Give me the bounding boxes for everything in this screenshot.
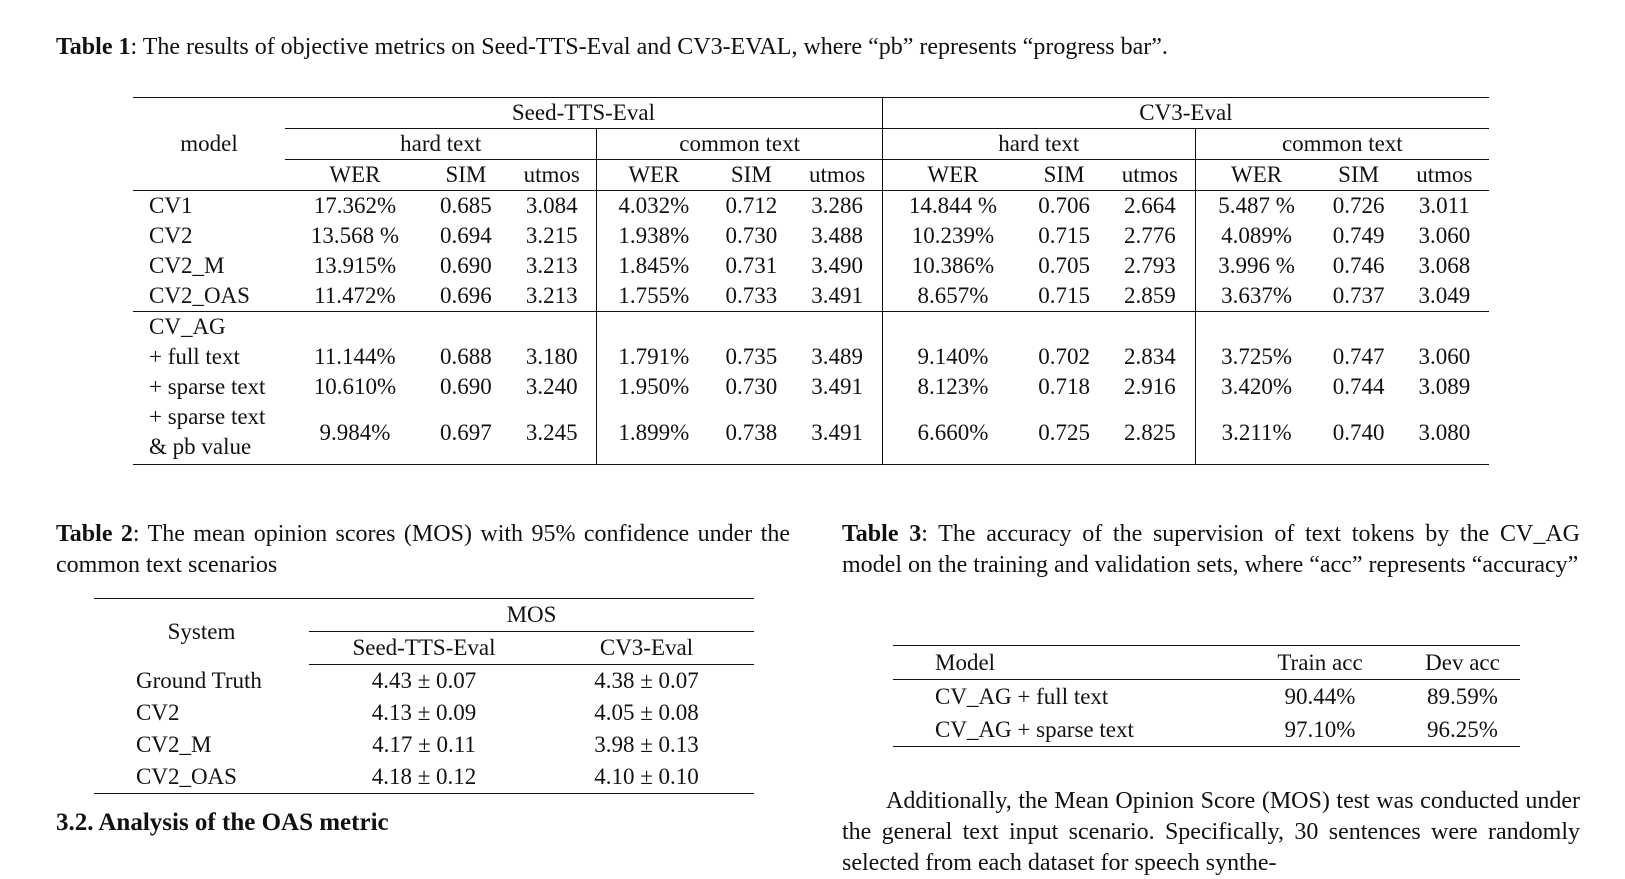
t1-cell: 0.738 bbox=[725, 420, 778, 445]
t1-cell: 2.793 bbox=[1105, 251, 1195, 281]
t1-cell: 0.712 bbox=[710, 191, 792, 222]
t1-cell: 13.915% bbox=[313, 253, 397, 278]
t1-cell: 3.488 bbox=[792, 221, 882, 251]
t1-cell: 4.032% bbox=[597, 191, 710, 222]
t1-row-model: CV2 bbox=[149, 223, 193, 248]
table2 bbox=[94, 598, 754, 794]
t1-cell: 3.211% bbox=[1221, 420, 1292, 445]
t1-seed-hard: hard text bbox=[285, 129, 597, 160]
t1-group-cv3: CV3-Eval bbox=[882, 98, 1489, 129]
table3-caption-label: Table 3 bbox=[842, 521, 922, 547]
section-heading: 3.2. Analysis of the OAS metric bbox=[56, 809, 389, 836]
t1-col-sim: SIM bbox=[1043, 162, 1085, 187]
table1-caption bbox=[56, 32, 1168, 63]
t1-cell: 0.726 bbox=[1318, 191, 1400, 222]
t3-col-model: Model bbox=[893, 646, 1235, 680]
t1-cell: 10.386% bbox=[911, 253, 995, 278]
t1-cv3-common: common text bbox=[1195, 129, 1489, 160]
table-row bbox=[133, 372, 1489, 402]
table-row bbox=[893, 680, 1520, 714]
t3-col-dev: Dev acc bbox=[1405, 646, 1520, 680]
t1-seed-common: common text bbox=[597, 129, 882, 160]
t1-ag-label: CV_AG bbox=[133, 312, 285, 343]
t2-cell: 4.43 ± 0.07 bbox=[371, 668, 477, 693]
table2-caption bbox=[56, 519, 790, 581]
t2-cell: 3.98 ± 0.13 bbox=[594, 732, 699, 757]
t1-cell: 3.491 bbox=[792, 402, 882, 465]
table1-caption-text: : The results of objective metrics on Seed-TTS-Eval and CV3-EVAL, where “pb” represents “progress bar”. bbox=[130, 34, 1168, 60]
t1-cell: 2.825 bbox=[1105, 402, 1195, 465]
t1-row-model: CV2_OAS bbox=[149, 283, 250, 308]
t1-cell: 6.660% bbox=[917, 420, 989, 445]
t1-cell: 0.694 bbox=[440, 223, 492, 248]
t1-cell: 11.472% bbox=[314, 283, 396, 308]
t2-system: CV2_M bbox=[136, 732, 212, 757]
t1-cell: 3.491 bbox=[792, 281, 882, 312]
t1-cell: 1.845% bbox=[618, 253, 690, 278]
t3-model: CV_AG + sparse text bbox=[935, 717, 1134, 742]
table-row bbox=[133, 191, 1489, 222]
t1-cell: 10.610% bbox=[313, 374, 397, 399]
t1-cell: 3.213 bbox=[507, 251, 597, 281]
t1-cell: 10.239% bbox=[911, 223, 995, 248]
t3-col-train: Train acc bbox=[1235, 646, 1405, 680]
t1-cell: 3.060 bbox=[1418, 223, 1471, 248]
t2-cell: 4.17 ± 0.11 bbox=[372, 732, 476, 757]
t1-model-header: model bbox=[180, 131, 238, 156]
t1-cell: 0.737 bbox=[1332, 283, 1385, 308]
t3-cell: 97.10% bbox=[1284, 717, 1356, 742]
t1-cell: 1.755% bbox=[618, 283, 690, 308]
table3-caption bbox=[842, 519, 1580, 581]
t1-col-sim: SIM bbox=[730, 162, 772, 187]
t2-system: CV2 bbox=[136, 700, 180, 725]
t1-cell: 2.776 bbox=[1105, 221, 1195, 251]
t1-cell: 3.491 bbox=[792, 372, 882, 402]
t1-cell: 0.733 bbox=[725, 283, 778, 308]
t1-last-model-line2: & pb value bbox=[149, 434, 252, 459]
t2-cell: 4.38 ± 0.07 bbox=[594, 668, 699, 693]
t1-cell: 0.715 bbox=[1038, 223, 1090, 248]
t1-row-model: CV2_M bbox=[149, 253, 225, 278]
table-row bbox=[893, 713, 1520, 747]
t1-cell: 0.747 bbox=[1332, 344, 1385, 369]
table2-caption-label: Table 2 bbox=[56, 521, 133, 547]
t2-col-seed: Seed-TTS-Eval bbox=[309, 632, 539, 665]
t1-cell: 0.702 bbox=[1038, 344, 1090, 369]
t1-cell: 1.791% bbox=[618, 344, 690, 369]
table-row bbox=[133, 402, 1489, 465]
t1-col-sim: SIM bbox=[1338, 162, 1380, 187]
table1-caption-label: Table 1 bbox=[56, 34, 131, 60]
t1-row-model: + full text bbox=[149, 344, 240, 369]
t1-col-wer: WER bbox=[927, 162, 979, 187]
table3 bbox=[893, 645, 1520, 747]
t1-cell: 3.637% bbox=[1221, 283, 1293, 308]
table-row bbox=[94, 697, 754, 729]
t1-last-model-line1: + sparse text bbox=[149, 404, 266, 429]
t2-cell: 4.05 ± 0.08 bbox=[594, 700, 699, 725]
t1-cell: 4.089% bbox=[1221, 223, 1293, 248]
t1-cell: 9.984% bbox=[319, 420, 391, 445]
t1-cell: 0.744 bbox=[1332, 374, 1385, 399]
t2-cell: 4.18 ± 0.12 bbox=[371, 764, 477, 789]
t1-cell: 3.080 bbox=[1418, 420, 1471, 445]
t1-cell: 3.286 bbox=[792, 191, 882, 222]
t1-cell: 0.730 bbox=[725, 374, 778, 399]
table-row bbox=[94, 761, 754, 794]
t1-cell: 2.859 bbox=[1105, 281, 1195, 312]
table-row bbox=[133, 281, 1489, 312]
t1-col-utmos: utmos bbox=[507, 160, 597, 191]
t1-cell: 1.899% bbox=[618, 420, 690, 445]
t1-cell: 3.996 % bbox=[1218, 253, 1295, 278]
t1-cell: 3.213 bbox=[507, 281, 597, 312]
t1-cell: 3.240 bbox=[507, 372, 597, 402]
table-row bbox=[94, 665, 754, 698]
t1-cell: 3.060 bbox=[1418, 344, 1471, 369]
t1-col-wer: WER bbox=[329, 162, 381, 187]
t1-cell: 0.735 bbox=[725, 344, 778, 369]
t1-cell: 3.420% bbox=[1221, 374, 1293, 399]
t1-cell: 0.746 bbox=[1332, 253, 1385, 278]
t1-cell: 0.740 bbox=[1332, 420, 1385, 445]
t1-col-sim: SIM bbox=[445, 162, 487, 187]
table-row bbox=[133, 251, 1489, 281]
t1-cell: 3.011 bbox=[1400, 191, 1489, 222]
t1-cell: 2.664 bbox=[1105, 191, 1195, 222]
t2-col-cv3: CV3-Eval bbox=[539, 632, 754, 665]
t1-cell: 3.215 bbox=[507, 221, 597, 251]
t1-cell: 5.487 % bbox=[1195, 191, 1317, 222]
t1-col-utmos: utmos bbox=[1416, 162, 1473, 187]
t3-model: CV_AG + full text bbox=[935, 684, 1109, 709]
t1-cell: 3.725% bbox=[1221, 344, 1293, 369]
t1-row-model-multiline bbox=[133, 402, 285, 465]
table-row bbox=[94, 729, 754, 761]
t2-cell: 4.13 ± 0.09 bbox=[371, 700, 477, 725]
t3-cell: 96.25% bbox=[1427, 717, 1498, 742]
t1-cell: 3.490 bbox=[792, 251, 882, 281]
t1-cell: 14.844 % bbox=[882, 191, 1023, 222]
t2-mos-header: MOS bbox=[309, 599, 754, 632]
t1-col-utmos: utmos bbox=[1105, 160, 1195, 191]
t1-cell: 0.731 bbox=[725, 253, 778, 278]
t1-col-utmos: utmos bbox=[792, 160, 882, 191]
t1-col-wer: WER bbox=[628, 162, 680, 187]
t1-cell: 0.725 bbox=[1038, 420, 1090, 445]
table2-caption-text: : The mean opinion scores (MOS) with 95% confidence under the common text scenarios bbox=[56, 521, 790, 578]
t1-cell: 0.718 bbox=[1038, 374, 1090, 399]
t1-cell: 8.657% bbox=[917, 283, 989, 308]
t1-col-wer: WER bbox=[1231, 162, 1283, 187]
t2-system: Ground Truth bbox=[136, 667, 262, 693]
t1-cell: 0.730 bbox=[725, 223, 778, 248]
t3-cell: 89.59% bbox=[1427, 684, 1498, 709]
t2-system-header: System bbox=[167, 618, 236, 644]
t1-cell: 9.140% bbox=[917, 344, 989, 369]
t1-cell: 3.084 bbox=[507, 191, 597, 222]
t1-cell: 3.089 bbox=[1418, 374, 1471, 399]
t1-cell: 8.123% bbox=[917, 374, 989, 399]
t1-cell: 3.245 bbox=[507, 402, 597, 465]
table1 bbox=[133, 97, 1489, 465]
t2-cell: 4.10 ± 0.10 bbox=[594, 764, 699, 789]
t1-cell: 2.834 bbox=[1105, 342, 1195, 372]
t1-group-seed: Seed-TTS-Eval bbox=[285, 98, 882, 129]
t1-cell: 0.705 bbox=[1038, 253, 1090, 278]
t1-cell: 0.697 bbox=[440, 420, 492, 445]
table3-caption-text: : The accuracy of the supervision of text tokens by the CV_AG model on the training and validation sets, where “acc” represents “accuracy” bbox=[842, 521, 1580, 578]
t1-cell: 0.696 bbox=[440, 283, 492, 308]
t1-row-model: + sparse text bbox=[149, 374, 266, 399]
t1-cell: 3.489 bbox=[792, 342, 882, 372]
t1-cell: 0.688 bbox=[440, 344, 492, 369]
t1-cell: 13.568 % bbox=[310, 223, 400, 248]
t1-cell: 0.706 bbox=[1023, 191, 1105, 222]
t1-cell: 11.144% bbox=[314, 344, 396, 369]
table-row bbox=[133, 221, 1489, 251]
t1-cell: 3.049 bbox=[1418, 283, 1471, 308]
t2-system: CV2_OAS bbox=[136, 764, 237, 789]
t1-cell: 1.950% bbox=[618, 374, 690, 399]
paragraph-text: Additionally, the Mean Opinion Score (MOS) test was conducted under the general text input scenario. Specifically, 30 sentences were randomly selected from each dataset for speech synthe- bbox=[842, 788, 1580, 876]
t3-cell: 90.44% bbox=[1284, 684, 1356, 709]
t1-cell: 0.749 bbox=[1332, 223, 1385, 248]
body-paragraph bbox=[842, 786, 1580, 879]
t1-cell: 1.938% bbox=[618, 223, 690, 248]
t1-cell: 3.068 bbox=[1418, 253, 1471, 278]
t1-cv3-hard: hard text bbox=[882, 129, 1195, 160]
t1-cell: 3.180 bbox=[507, 342, 597, 372]
t1-cell: 2.916 bbox=[1105, 372, 1195, 402]
t1-cell: 0.690 bbox=[440, 253, 492, 278]
t1-cell: 0.685 bbox=[425, 191, 507, 222]
t1-row-model: CV1 bbox=[133, 191, 285, 222]
t1-cell: 17.362% bbox=[285, 191, 425, 222]
t1-cell: 0.690 bbox=[440, 374, 492, 399]
t1-cell: 0.715 bbox=[1038, 283, 1090, 308]
table-row bbox=[133, 342, 1489, 372]
table-row bbox=[133, 312, 1489, 343]
